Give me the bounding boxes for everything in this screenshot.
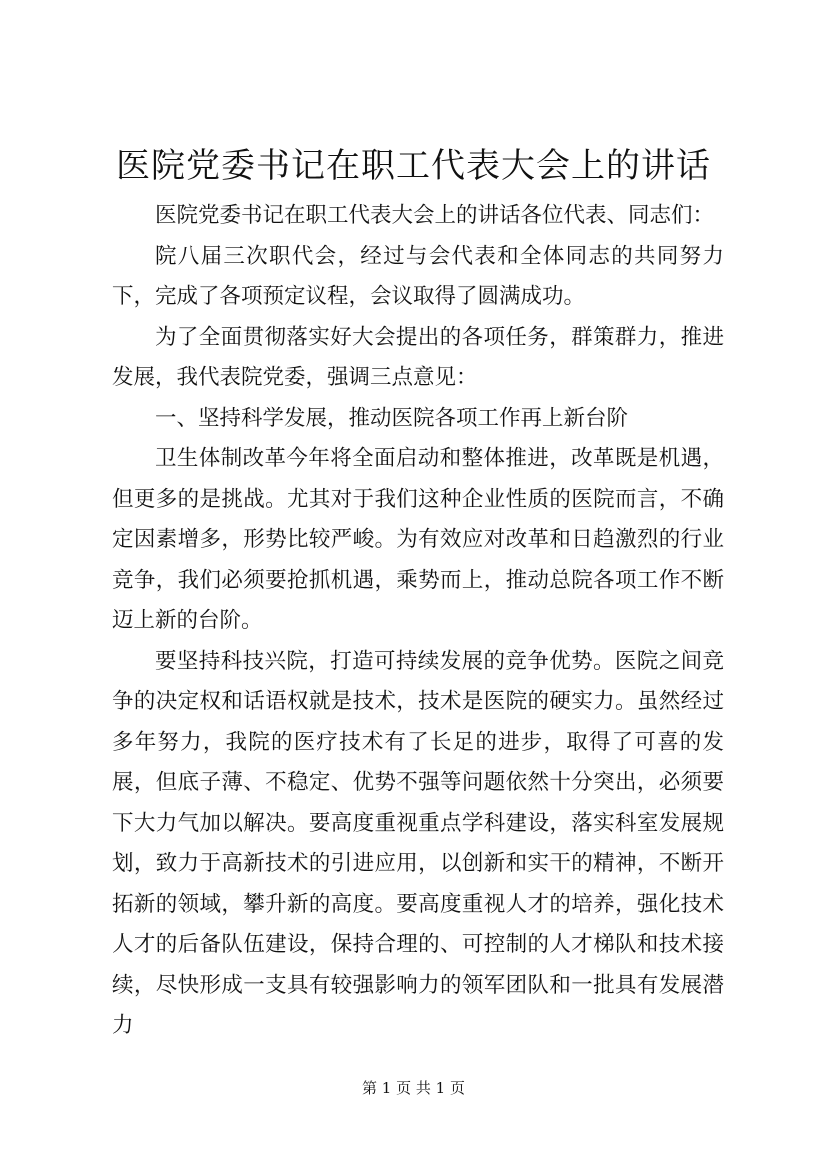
- paragraph-reform: 卫生体制改革今年将全面启动和整体推进，改革既是机遇，但更多的是挑战。尤其对于我们这种企业性质的医院而言，不确定因素增多，形势比较严峻。为有效应对改革和日趋激烈的行业竞争，我们必须要抢抓机遇，乘势而上，推动总院各项工作不断迈上新的台阶。: [112, 446, 724, 633]
- document-title: 医院党委书记在职工代表大会上的讲话: [116, 146, 711, 186]
- page-number-label: 第 1 页 共 1 页: [362, 1079, 465, 1097]
- section-heading-one: 一、坚持科学发展，推动医院各项工作再上新台阶: [155, 405, 629, 431]
- page-footer: [0, 1078, 827, 1098]
- document-body: [112, 196, 724, 1047]
- paragraph-three-points: 为了全面贯彻落实好大会提出的各项任务，群策群力，推进发展，我代表院党委，强调三点意见：: [112, 324, 724, 390]
- paragraph-opening: 医院党委书记在职工代表大会上的讲话各位代表、同志们：: [155, 203, 715, 228]
- paragraph-meeting-summary: 院八届三次职代会，经过与会代表和全体同志的共同努力下，完成了各项预定议程，会议取得了圆满成功。: [112, 243, 724, 309]
- paragraph-technology: 要坚持科技兴院，打造可持续发展的竞争优势。医院之间竞争的决定权和话语权就是技术，技术是医院的硬实力。虽然经过多年努力，我院的医疗技术有了长足的进步，取得了可喜的发展，但底子薄、不稳定、优势不强等问题依然十分突出，必须要下大力气加以解决。要高度重视重点学科建设，落实科室发展规划，致力于高新技术的引进应用，以创新和实干的精神，不断开拓新的领域，攀升新的高度。要高度重视人才的培养，强化技术人才的后备队伍建设，保持合理的、可控制的人才梯队和技术接续，尽快形成一支具有较强影响力的领军团队和一批具有发展潜力: [112, 648, 724, 1038]
